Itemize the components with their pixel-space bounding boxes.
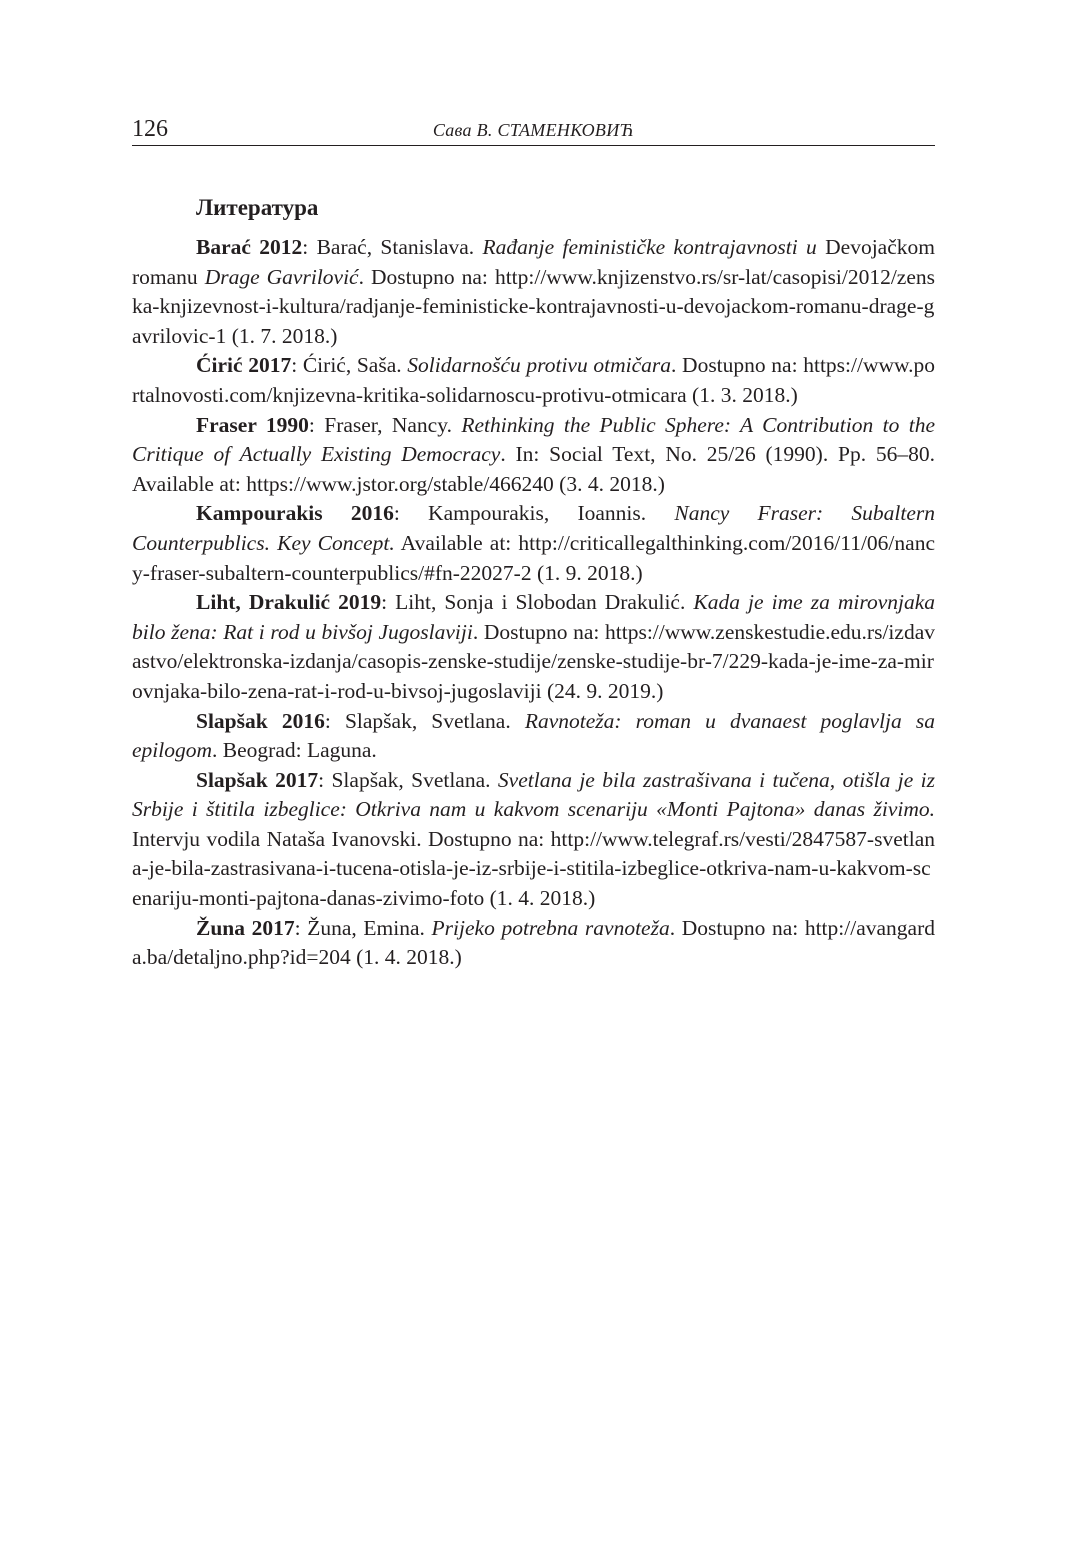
reference-details: . In: Social Text, No. 25/26 (1990). Pp. 56–80. Available at: bbox=[132, 442, 935, 496]
reference-url[interactable]: http://avangarda.ba/detaljno.php?id=204 bbox=[132, 915, 935, 970]
reference-title: Ravnoteža: roman u dvanaest poglavlja sa epilogom bbox=[132, 708, 935, 763]
reference-details: . Dostupno na: bbox=[358, 264, 495, 289]
page-number: 126 bbox=[132, 116, 168, 142]
reference-key: Slapšak 2017 bbox=[196, 767, 319, 792]
reference-entry bbox=[132, 914, 935, 973]
reference-key: Kampourakis 2016 bbox=[196, 501, 394, 526]
reference-access-date: (1. 4. 2018.) bbox=[350, 945, 462, 970]
reference-entry bbox=[132, 499, 935, 588]
reference-details: . Beograd: Laguna. bbox=[212, 738, 377, 763]
reference-title: Solidarnošću protivu otmičara bbox=[407, 353, 672, 378]
reference-url[interactable]: http://www.knjizenstvo.rs/sr-lat/casopisi/2012/zenska-knjizevnost-i-kultura/radjanje-feministicke-kontrajavnosti-u-devojackom-romanu-drage-gavrilovic-1 bbox=[132, 264, 935, 348]
reference-author: Barać, Stanislava. bbox=[316, 235, 483, 259]
reference-details: Available at: bbox=[394, 530, 519, 555]
reference-url[interactable]: https://www.portalnovosti.com/knjizevna-kritika-solidarnoscu-protivu-otmicara bbox=[132, 353, 936, 407]
reference-url[interactable]: https://www.jstor.org/stable/466240 bbox=[246, 471, 554, 496]
reference-separator: : bbox=[302, 235, 317, 259]
reference-key: Ćirić 2017 bbox=[196, 353, 292, 378]
reference-author: Kampourakis, Ioannis. bbox=[428, 501, 675, 526]
reference-details: . Dostupno na: bbox=[472, 619, 605, 644]
reference-entry bbox=[132, 707, 935, 766]
reference-access-date: (1. 3. 2018.) bbox=[686, 382, 798, 407]
book-page bbox=[132, 0, 935, 1550]
reference-author: Ćirić, Saša. bbox=[302, 353, 408, 378]
reference-access-date: (1. 9. 2018.) bbox=[531, 560, 643, 585]
reference-url[interactable]: https://www.zenskestudie.edu.rs/izdavastvo/elektronska-izdanja/casopis-zenske-studije/zenske-studije-br-7/229-kada-je-ime-za-mirovnjaka-bilo-zena-rat-i-rod-u-bivsoj-jugoslaviji bbox=[132, 619, 935, 703]
reference-title: Nancy Fraser: Subaltern Counterpublics. Key Concept. bbox=[132, 501, 935, 555]
reference-entry bbox=[132, 588, 935, 706]
reference-author: Slapšak, Svetlana. bbox=[344, 708, 525, 733]
reference-details: Intervju vodila Nataša Ivanovski. Dostupno na: bbox=[132, 826, 551, 851]
reference-access-date: (24. 9. 2019.) bbox=[541, 678, 664, 703]
reference-entry bbox=[132, 233, 935, 351]
reference-title: Kada je ime za mirovnjaka bilo žena: Rat i rod u bivšoj Jugoslaviji bbox=[132, 590, 936, 644]
reference-author: Žuna, Emina. bbox=[307, 915, 432, 940]
section-title: Литература bbox=[196, 195, 319, 220]
reference-author: Fraser, Nancy. bbox=[324, 412, 462, 437]
reference-title: Drage Gavrilović bbox=[204, 264, 359, 289]
reference-separator: : bbox=[381, 590, 396, 615]
reference-key: Barać 2012 bbox=[196, 235, 303, 259]
running-header bbox=[132, 113, 935, 146]
reference-details: . Dostupno na: bbox=[671, 353, 804, 378]
reference-entry bbox=[132, 766, 935, 914]
reference-author: Liht, Sonja i Slobodan Drakulić. bbox=[395, 590, 694, 615]
reference-title: Prijeko potrebna ravnoteža bbox=[431, 915, 670, 940]
reference-url[interactable]: http://criticallegalthinking.com/2016/11/06/nancy-fraser-subaltern-counterpublics/#fn-22027-2 bbox=[132, 530, 935, 585]
reference-title: Rethinking the Public Sphere: A Contribution to the Critique of Actually Existing Democracy bbox=[132, 412, 935, 467]
reference-separator: : bbox=[318, 767, 332, 792]
reference-details: . Dostupno na: bbox=[669, 915, 805, 940]
reference-key: Slapšak 2016 bbox=[196, 708, 325, 733]
running-author: Сава В. СТАМЕНКОВИЋ bbox=[432, 120, 635, 140]
reference-access-date: (3. 4. 2018.) bbox=[553, 471, 665, 496]
reference-title: Rađanje feminističke kontrajavnosti u bbox=[482, 235, 826, 259]
reference-entry bbox=[132, 351, 935, 410]
reference-access-date: (1. 7. 2018.) bbox=[226, 323, 338, 348]
reference-separator: : bbox=[393, 501, 429, 526]
reference-separator: : bbox=[291, 353, 303, 378]
reference-entry bbox=[132, 411, 935, 500]
reference-title: Svetlana je bila zastrašivana i tučena, otišla je iz Srbije i štitila izbeglice: Otkriva nam u kakvom scenariju «Monti Pajtona» danas živimo. bbox=[132, 767, 935, 822]
reference-author: Slapšak, Svetlana. bbox=[331, 767, 498, 792]
reference-access-date: (1. 4. 2018.) bbox=[484, 886, 596, 911]
reference-separator: : bbox=[324, 708, 345, 733]
reference-list bbox=[132, 233, 935, 973]
reference-title-plain: Devojačkom romanu bbox=[132, 235, 935, 289]
reference-separator: : bbox=[294, 915, 308, 940]
reference-key: Liht, Drakulić 2019 bbox=[196, 590, 382, 615]
reference-url[interactable]: http://www.telegraf.rs/vesti/2847587-svetlana-je-bila-zastrasivana-i-tucena-otisla-je-iz-srbije-i-stitila-izbeglice-otkriva-nam-u-kakvom-scenariju-monti-pajtona-danas-zivimo-foto bbox=[132, 826, 935, 911]
reference-key: Fraser 1990 bbox=[196, 412, 309, 437]
reference-separator: : bbox=[308, 412, 325, 437]
reference-key: Žuna 2017 bbox=[196, 915, 295, 940]
